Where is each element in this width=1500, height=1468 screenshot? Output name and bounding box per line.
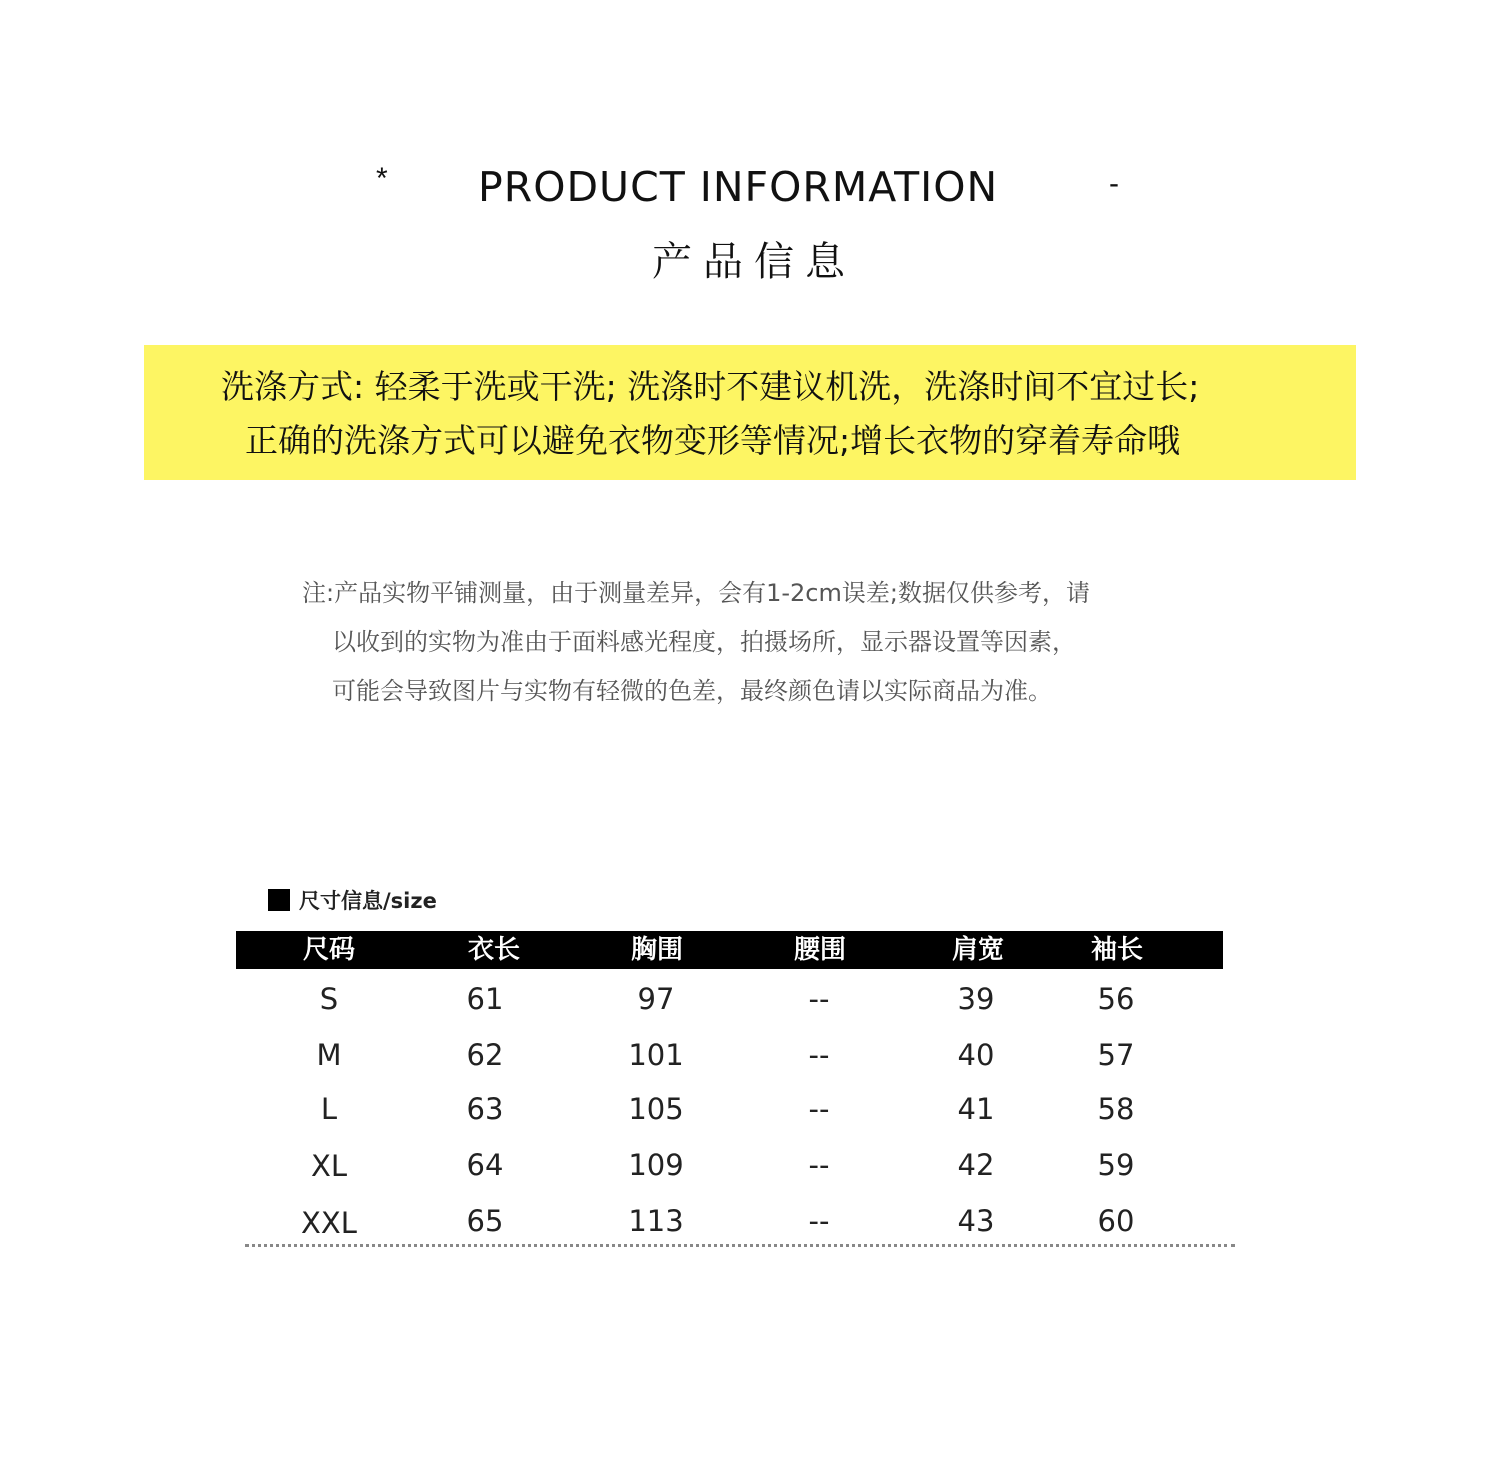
table-cell: M <box>316 1038 342 1072</box>
table-cell: 65 <box>466 1204 504 1238</box>
washing-instructions-banner <box>144 345 1356 480</box>
table-cell: 64 <box>466 1148 504 1182</box>
table-cell: 40 <box>957 1038 995 1072</box>
table-cell: 59 <box>1097 1148 1135 1182</box>
table-cell: 105 <box>628 1092 684 1126</box>
note-line-3: 可能会导致图片与实物有轻微的色差，最终颜色请以实际商品为准。 <box>332 677 1052 705</box>
page-title-chinese: 产品信息 <box>652 239 856 285</box>
table-cell: 62 <box>466 1038 504 1072</box>
table-cell: 61 <box>466 982 504 1016</box>
table-cell: L <box>320 1092 338 1126</box>
column-header-chest: 胸围 <box>630 935 684 965</box>
decorative-star: * <box>376 162 388 195</box>
decorative-dash: - <box>1109 167 1119 200</box>
table-cell: 42 <box>957 1148 995 1182</box>
note-line-2: 以收到的实物为准由于面料感光程度，拍摄场所，显示器设置等因素， <box>332 628 1076 656</box>
note-line-1: 注:产品实物平铺测量，由于测量差异，会有1-2cm误差;数据仅供参考，请 <box>302 579 1090 607</box>
table-cell: -- <box>808 1092 830 1126</box>
column-header-sleeve: 袖长 <box>1090 935 1144 965</box>
size-heading-label: 尺寸信息/size <box>299 889 437 913</box>
table-cell: -- <box>808 1148 830 1182</box>
table-cell: 58 <box>1097 1092 1135 1126</box>
table-cell: 60 <box>1097 1204 1135 1238</box>
table-cell: 41 <box>957 1092 995 1126</box>
washing-instructions-line-2: 正确的洗涤方式可以避免衣物变形等情况;增长衣物的穿着寿命哦 <box>245 421 1181 460</box>
table-cell: S <box>319 982 339 1016</box>
washing-instructions-line-1: 洗涤方式: 轻柔于洗或干洗; 洗涤时不建议机洗，洗涤时间不宜过长; <box>221 367 1200 406</box>
table-cell: -- <box>808 982 830 1016</box>
table-cell: -- <box>808 1038 830 1072</box>
size-table-header <box>236 931 1223 969</box>
table-bottom-divider <box>245 1244 1235 1247</box>
table-cell: 113 <box>628 1204 684 1238</box>
table-cell: 109 <box>628 1148 684 1182</box>
column-header-shoulder: 肩宽 <box>951 935 1005 965</box>
table-cell: 39 <box>957 982 995 1016</box>
table-cell: 101 <box>628 1038 684 1072</box>
table-cell: 97 <box>637 982 675 1016</box>
table-cell: 56 <box>1097 982 1135 1016</box>
table-cell: 43 <box>957 1204 995 1238</box>
table-cell: -- <box>808 1204 830 1238</box>
size-section-heading <box>268 885 437 915</box>
column-header-size: 尺码 <box>302 935 356 965</box>
page-title-english: PRODUCT INFORMATION <box>478 163 999 211</box>
table-cell: XXL <box>301 1206 357 1240</box>
table-cell: 63 <box>466 1092 504 1126</box>
table-cell: 57 <box>1097 1038 1135 1072</box>
column-header-length: 衣长 <box>467 935 521 965</box>
column-header-waist: 腰围 <box>793 935 847 965</box>
heading-square-icon <box>268 889 290 911</box>
table-cell: XL <box>310 1149 348 1183</box>
